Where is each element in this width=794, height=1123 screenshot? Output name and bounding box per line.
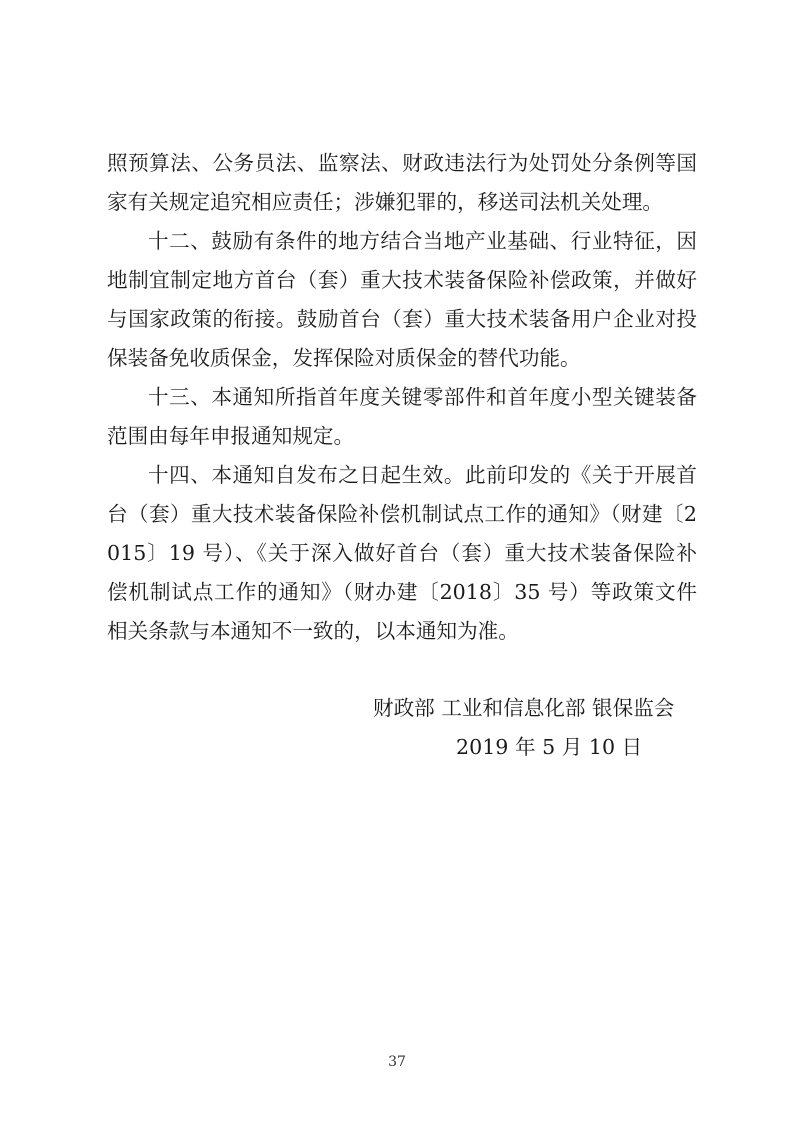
body-line-7: 十三、本通知所指首年度关键零部件和首年度小型关键装备 xyxy=(148,385,697,409)
body-line-2: 家有关规定追究相应责任；涉嫌犯罪的，移送司法机关处理。 xyxy=(107,190,664,214)
body-line-8: 范围由每年申报通知规定。 xyxy=(107,424,355,448)
body-line-5: 与国家政策的衔接。鼓励首台（套）重大技术装备用户企业对投 xyxy=(107,307,697,331)
body-line-11: 015〕19 号）、《关于深入做好首台（套）重大技术装备保险补 xyxy=(107,541,697,565)
body-line-1: 照预算法、公务员法、监察法、财政违法行为处罚处分条例等国 xyxy=(107,151,697,175)
body-line-6: 保装备免收质保金，发挥保险对质保金的替代功能。 xyxy=(107,346,581,370)
page-number: 37 xyxy=(388,1054,406,1070)
body-line-9: 十四、本通知自发布之日起生效。此前印发的《关于开展首 xyxy=(148,463,697,487)
signature-issuers: 财政部 工业和信息化部 银保监会 xyxy=(373,696,675,720)
body-line-3: 十二、鼓励有条件的地方结合当地产业基础、行业特征，因 xyxy=(148,229,697,253)
body-line-12: 偿机制试点工作的通知》（财办建〔2018〕35 号）等政策文件 xyxy=(107,580,697,604)
body-line-10: 台（套）重大技术装备保险补偿机制试点工作的通知》（财建〔2 xyxy=(107,502,697,526)
body-line-13: 相关条款与本通知不一致的，以本通知为准。 xyxy=(107,619,519,643)
signature-date: 2019 年 5 月 10 日 xyxy=(456,735,643,759)
body-line-4: 地制宜制定地方首台（套）重大技术装备保险补偿政策，并做好 xyxy=(107,268,697,292)
